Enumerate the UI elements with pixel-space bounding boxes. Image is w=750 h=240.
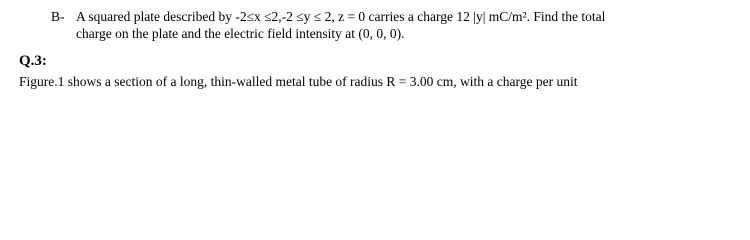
- problem-b-line2: charge on the plate and the electric field intensity at (0, 0, 0).: [76, 26, 405, 41]
- document-page: [0, 0, 750, 92]
- problem-b-label: B-: [51, 9, 65, 24]
- problem-b-line1-row: [51, 8, 731, 25]
- question-3-text: Figure.1 shows a section of a long, thin-walled metal tube of radius R = 3.00 cm, with a charge per unit: [19, 74, 578, 89]
- question-3-heading: Q.3:: [19, 53, 47, 69]
- problem-b: [51, 8, 731, 42]
- problem-b-line1: A squared plate described by -2≤x ≤2,-2 ≤y ≤ 2, z = 0 carries a charge 12 |y| mC/m². Find the total: [76, 9, 606, 24]
